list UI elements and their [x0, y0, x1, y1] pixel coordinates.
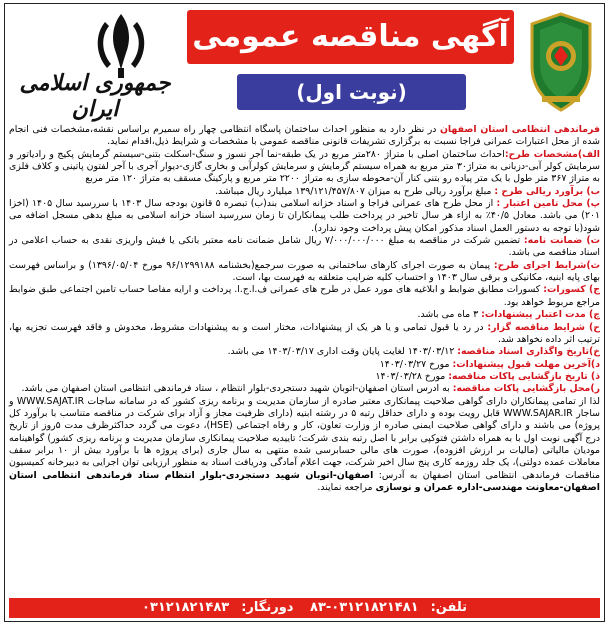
contact-bar: [9, 598, 600, 618]
item-r: ر)محل بازگشایی پاکات مناقصه: به ادرس استان اصفهان-اتوبان شهید دستجردی-بلوار انتظام ، ستاد فرماندهی انتظامی استان اصفهان می باشد.: [21, 383, 600, 395]
item-z: ذ) تاریخ بازگشایی پاکات مناقصه: مورخ ۱۴۰۳/۰۳/۲۸: [375, 370, 600, 382]
item-s: ث)شرایط اجرای طرح: پیمان به صورت اجرای کارهای ساختمانی به صورت سرجمع(بخشنامه ۹۶/۱۲۹۹۱۸۸ مورخ ۱۳۹۶/۰۵/۰۴) و براساس فهرست بهای پایه ابنیه، مکانیکی و برقی سال ۱۴۰۳ و احتساب کلیه ضرایب متعلقه به فهرست بها، است.: [9, 259, 600, 284]
item-ch: چ) مدت اعتبار پیشنهادات: ۳ ماه می باشد.: [417, 309, 600, 321]
intro-paragraph: فرماندهی انتظامی استان اصفهان در نظر دارد به منظور احداث ساختمان پاسگاه انتظامی چهار راه سمیرم براساس نقشه،مشخصات فنی انجام شده از محل اعتبارات عمرانی فراجا نسبت به برگزاری تشریفات قانونی مناقصه عمومی با مشخصات و شرایط ذیل،اقدام نماید.: [9, 124, 600, 148]
item-h: ح) شرایط مناقصه گزار: در رد یا قبول تمامی و یا هر یک از پیشنهادات، مختار است و به پیشنهادات مشروط، مخدوش و فاقد فهرست تجزیه بها، ترتیب اثر داده نخواهد شد.: [9, 321, 600, 345]
announcement-body: [9, 124, 600, 494]
republic-text: جمهوری اسلامی ایران: [19, 70, 171, 122]
announcement-page: [4, 3, 605, 622]
fax-label: دورنگار:: [241, 600, 294, 615]
notes-paragraph: لذا از تمامی پیمانکاران دارای گواهی صلاحیت پیمانکاری معتبر صادره از سازمان مدیریت و برنامه ریزی کشور که در سامانه ساجات WWW.SAJAT.IR و ساجار WWW.SAJAR.IR قابل رویت بوده و دارای حداقل رتبه ۵ در رشته ابنیه (دارای ظرفیت مجاز و آزاد برای شرکت در مناقصه متناسب با برآورد کل پروژه) می باشند و دارای گواهی صلاحیت ایمنی صادره از وزارت تعاون، کار و رفاه اجتماعی (HSE)، دعوت می گردد حداکثرظرف مدت ۵روز از تاریخ درج آگهی نوبت اول با به همراه داشتن فتوکپی برابر با اصل رتبه بندی شرکت؛ تاییدیه صلاحیت پیمانکاری سازمان مدیریت و برنامه ریزی کشور) گواهینامه مودیان مالیاتی (مالیات بر ارزش افزوده)، صورت های مالی حسابرسی شده منتهی به سال جاری (برای پروژه ها با برآورد بیش از ۱۰ برابر سقف معاملات عمده دولتی)، یک جلد روزمه کاری پنج سال اخیر شرکت، جهت اعلام آمادگی ودریافت اسناد به منظور ارزیابی توان اجرایی به دبیرخانه کمیسیون مناقصات فرماندهی انتظامی استان اصفهان به آدرس: اصفهان-اتوبان شهید دستجردی-بلوار انتظام ستاد فرماندهی انتظامی استان اصفهان-معاونت مهندسی-اداره عمران و نوسازی مراجعه نمایند.: [9, 395, 601, 493]
police-emblem-icon: [524, 10, 598, 118]
round-label: (نوبت اول): [237, 74, 466, 110]
header: [5, 4, 604, 124]
item-b: ب) برآورد ریالی طرح : مبلغ برآورد ریالی طرح به میزان ۱۳۹/۱۲۱/۴۵۷/۸۰۷ میلیارد ریال میباشد.: [215, 185, 600, 197]
item-p: پ) محل تامین اعتبار : از محل طرح های عمرانی فراجا و اسناد خزانه اسلامی بند(ب) تبصره ۵ قانون بودجه سال ۱۴۰۳ با سررسید سال ۱۴۰۵ (اخزا ۲۰۱) می باشد. معادل ۴۰/۵٪ به ازاء هر سال تاخیر در پرداخت طلب پیمانکاران تا زمان سررسید اسناد خزانه اسلامی به مبلغ بدهی مسجل اضافه می شود(با توجه به دستور العمل اسناد مذکور امکان پیش پرداخت وجود ندارد).: [9, 198, 601, 234]
item-t: ت) ضمانت نامه: تضمین شرکت در مناقصه به مبلغ ۷/۰۰۰/۰۰۰/۰۰۰ ریال شامل ضمانت نامه معتبر بانکی یا فیش واریزی نقدی به حساب اعلامی در اسناد مناقصه می باشد.: [9, 235, 600, 259]
phone-label: تلفن:: [430, 600, 468, 615]
address: اصفهان-اتوبان شهید دستجردی-بلوار انتظام ستاد فرماندهی انتظامی استان اصفهان-معاونت مهندسی-اداره عمران و نوسازی: [9, 469, 600, 493]
intro-org: فرماندهی انتظامی استان اصفهان: [439, 124, 600, 135]
item-d: د)آخرین مهلت قبول پیشنهادات: مورخ ۱۴۰۳/۰۳/۲۷: [379, 358, 600, 370]
phone-number: ۰۳۱۲۱۸۲۱۴۸۱-۸۳: [310, 600, 419, 615]
item-a: الف)مشخصات طرح:احداث ساختمان اصلی با متراژ ۲۸۰متر مربع در یک طبقه-نما آجر نسوز و سنگ-اسکلت بتنی-سیستم گرمایش پکیج و رادیاتور و سرمایش کولر آبی-دزبانی به متراژ۳۰ متر مربع به همراه سیستم گرمایش و سرمایش کولرآبی و بخاری گازی-دیوار آجری با آجر لفتون پاتینی و کلاف فلزی به متراژ ۳۶۷ متر طول با یک متر پیاده رو بتنی کنار آن-محوطه سازی به متراژ ۲۲۰۰ متر مربع و پارکینگ مسقف به متراژ ۱۲۰ متر مربع: [9, 148, 601, 185]
item-j: ج) کسورات: کسورات مطابق ضوابط و ابلاغیه های مورد عمل در طرح های عمرانی ف.ا.ج.ا. پرداخت و ارایه مفاصا حساب تامین اجتماعی طبق ضوابط مراجع مربوط خواهد بود.: [9, 284, 600, 308]
fax-number: ۰۳۱۲۱۸۲۱۴۸۳: [141, 600, 230, 615]
item-kh: خ)تاریخ واگذاری اسناد مناقصه: ۱۴۰۳/۰۳/۱۲ لغایت پایان وقت اداری ۱۴۰۳/۰۳/۱۷ می باشد.: [227, 346, 600, 358]
tender-title: آگهی مناقصه عمومی: [187, 10, 514, 64]
